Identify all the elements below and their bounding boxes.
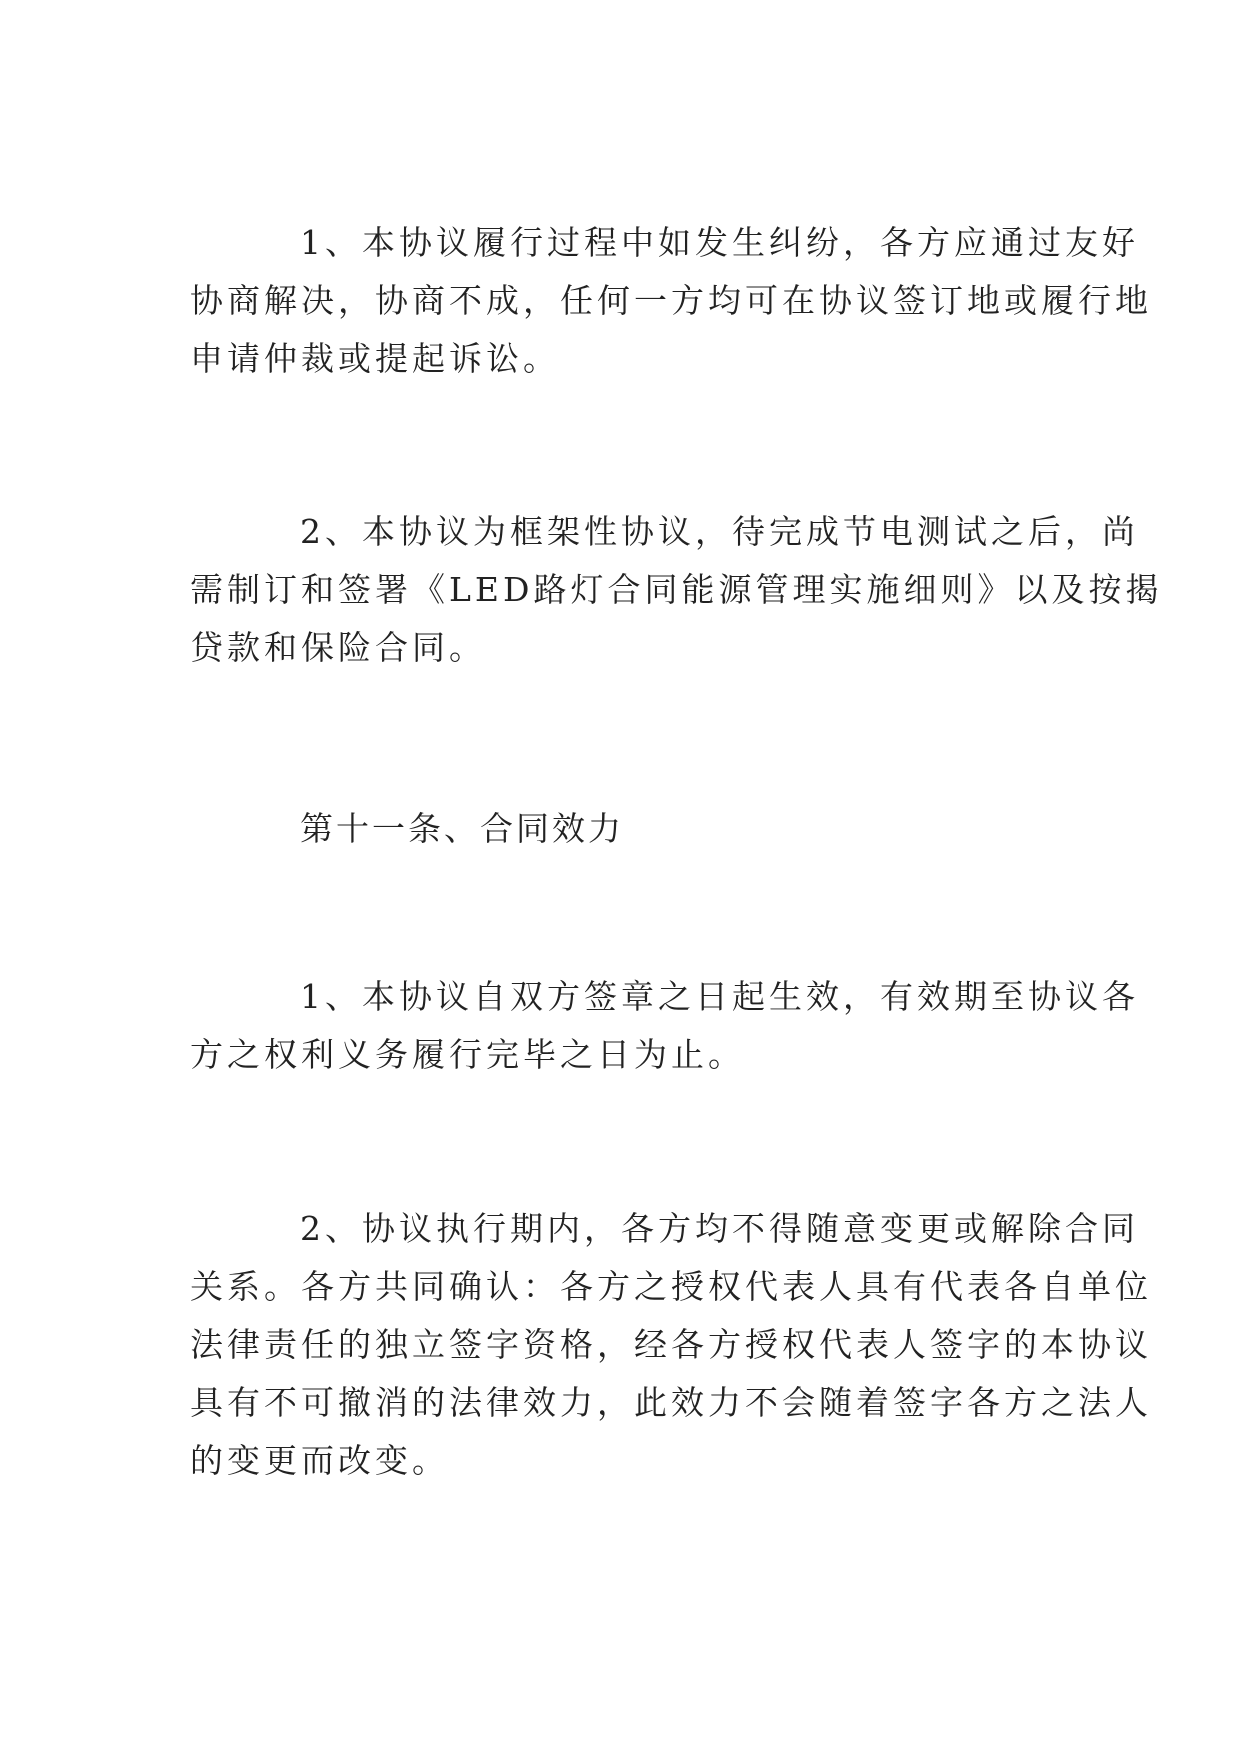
paragraph-line: 关系。各方共同确认：各方之授权代表人具有代表各自单位 <box>190 1267 1152 1306</box>
section-heading: 第十一条、合同效力 <box>300 809 624 848</box>
paragraph-line: 申请仲裁或提起诉讼。 <box>190 339 560 378</box>
paragraph-line: 法律责任的独立签字资格，经各方授权代表人签字的本协议 <box>190 1325 1152 1364</box>
paragraph-line: 具有不可撤消的法律效力，此效力不会随着签字各方之法人 <box>190 1383 1152 1422</box>
paragraph-line: 需制订和签署《LED路灯合同能源管理实施细则》以及按揭 <box>190 570 1163 609</box>
paragraph-dispute-resolution <box>190 214 1152 388</box>
paragraph-legal-effect <box>190 1200 1152 1490</box>
paragraph-line: 2、协议执行期内，各方均不得随意变更或解除合同 <box>300 1209 1139 1248</box>
paragraph-line: 协商解决，协商不成，任何一方均可在协议签订地或履行地 <box>190 281 1152 320</box>
paragraph-line: 1、本协议履行过程中如发生纠纷，各方应通过友好 <box>300 223 1139 262</box>
paragraph-framework-agreement <box>190 503 1163 677</box>
paragraph-line: 1、本协议自双方签章之日起生效，有效期至协议各 <box>300 977 1139 1016</box>
paragraph-line: 的变更而改变。 <box>190 1441 449 1480</box>
paragraph-line: 2、本协议为框架性协议，待完成节电测试之后，尚 <box>300 512 1139 551</box>
paragraph-line: 方之权利义务履行完毕之日为止。 <box>190 1035 745 1074</box>
paragraph-effective-date <box>190 968 1139 1084</box>
paragraph-line: 贷款和保险合同。 <box>190 628 486 667</box>
